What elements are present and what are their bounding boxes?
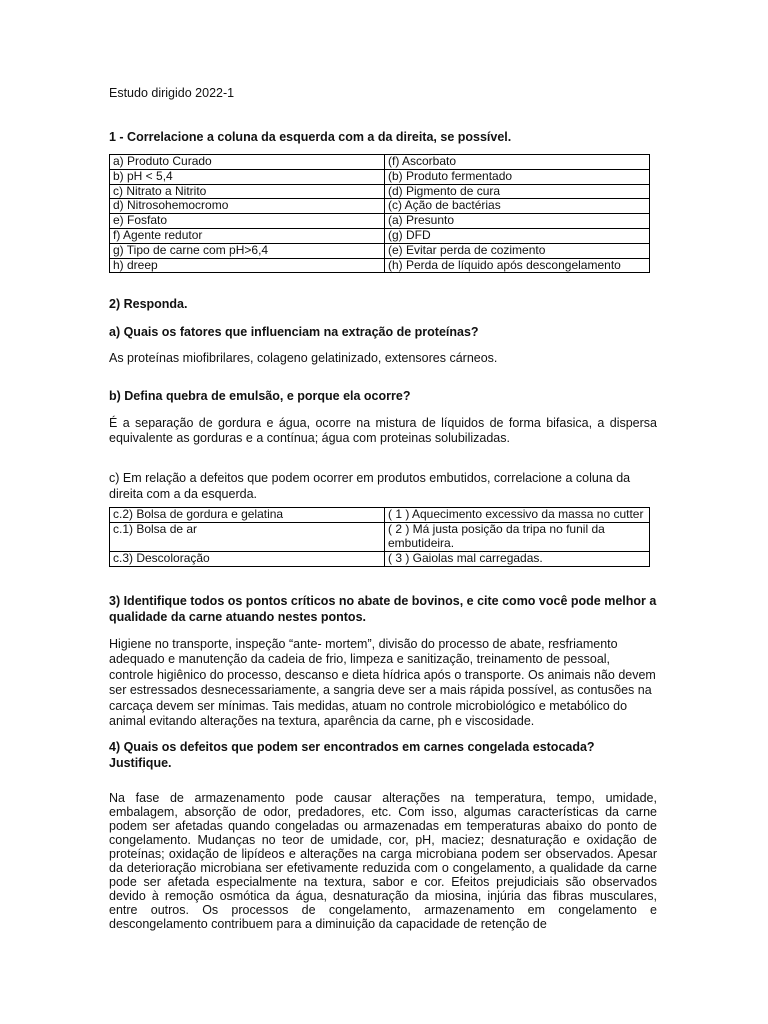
q1-table-row: [110, 199, 650, 214]
q1-table-row-right-cell: (c) Ação de bactérias: [385, 199, 650, 214]
question-2a-answer: As proteínas miofibrilares, colageno gelatinizado, extensores cárneos.: [109, 351, 498, 366]
q1-table-row-left-cell: e) Fosfato: [110, 214, 385, 229]
q1-table-row-right-cell: (e) Evitar perda de cozimento: [385, 243, 650, 258]
q1-table-row-right-cell: (b) Produto fermentado: [385, 169, 650, 184]
q1-table-row: [110, 155, 650, 170]
q1-table-row-left-cell: c) Nitrato a Nitrito: [110, 184, 385, 199]
q1-table-row: [110, 169, 650, 184]
q1-table-row-left-cell: a) Produto Curado: [110, 155, 385, 170]
q2c-table-row: [110, 508, 650, 523]
question-4-answer: Na fase de armazenamento pode causar alterações na temperatura, tempo, umidade, embalagem, absorção de odor, predadores, etc. Com isso, algumas características da carne podem ser afetadas quando congeladas ou armazenadas em temperaturas abaixo do ponto de congelamento. Mudanças no teor de umidade, cor, pH, maciez; desnaturação e oxidação de proteínas; oxidação de lipídeos e alterações na carga microbiana podem ser observados. Apesar da deterioração microbiana ser efetivamente reduzida com o congelamento, a qualidade da carne pode ser afetada especialmente na textura, sabor e cor. Efeitos prejudiciais são observados devido à remoção osmótica da água, desnaturação da miosina, injúria das fibras musculares, entre outros. Os processos de congelamento, armazenamento em congelamento e descongelamento contribuem para a diminuição da capacidade de retenção de: [109, 790, 657, 932]
q2c-table-row-right-cell: ( 3 ) Gaiolas mal carregadas.: [385, 551, 650, 566]
q1-table-row-right-cell: (g) DFD: [385, 228, 650, 243]
q1-table-row: [110, 243, 650, 258]
q2c-table-row: [110, 551, 650, 566]
q1-table-row: [110, 214, 650, 229]
question-4-title: 4) Quais os defeitos que podem ser encontrados em carnes congelada estocada? Justifique.: [109, 739, 595, 770]
q2c-table-row-left-cell: c.3) Descoloração: [110, 551, 385, 566]
document-title: Estudo dirigido 2022-1: [109, 86, 235, 100]
q1-table-row-right-cell: (a) Presunto: [385, 214, 650, 229]
question-2c-title: c) Em relação a defeitos que podem ocorrer em produtos embutidos, correlacione a coluna da direita com a da esquerda.: [109, 471, 631, 502]
q1-table-row: [110, 184, 650, 199]
q1-table-row: [110, 228, 650, 243]
q2c-table-row-left-cell: c.2) Bolsa de gordura e gelatina: [110, 508, 385, 523]
question-2-title: 2) Responda.: [109, 297, 188, 312]
question-2b-title: b) Defina quebra de emulsão, e porque ela ocorre?: [109, 389, 411, 404]
question-2a-title: a) Quais os fatores que influenciam na extração de proteínas?: [109, 325, 479, 340]
document-page: [109, 86, 657, 932]
question-1-title: [109, 129, 657, 145]
question-1-table: [109, 154, 650, 273]
question-1-number: 1: [109, 130, 116, 144]
q2c-table-row: [110, 523, 650, 552]
q1-table-row: [110, 258, 650, 273]
q1-table-row-right-cell: (f) Ascorbato: [385, 155, 650, 170]
q1-table-row-left-cell: d) Nitrosohemocromo: [110, 199, 385, 214]
q2c-table-row-right-cell: ( 2 ) Má justa posição da tripa no funil da embutideira.: [385, 523, 650, 552]
q1-table-row-right-cell: (h) Perda de líquido após descongelamento: [385, 258, 650, 273]
question-2c-table: [109, 507, 650, 566]
question-2b-answer: É a separação de gordura e água, ocorre na mistura de líquidos de forma bifasica, a dispersa equivalente as gorduras e a contínua; água com proteinas solubilizadas.: [109, 416, 657, 446]
question-1-text: - Correlacione a coluna da esquerda com a da direita, se possível.: [115, 130, 512, 144]
q2c-table-row-right-cell: ( 1 ) Aquecimento excessivo da massa no cutter: [385, 508, 650, 523]
q1-table-row-left-cell: g) Tipo de carne com pH>6,4: [110, 243, 385, 258]
q1-table-row-left-cell: f) Agente redutor: [110, 228, 385, 243]
q1-table-row-right-cell: (d) Pigmento de cura: [385, 184, 650, 199]
q1-table-row-left-cell: b) pH < 5,4: [110, 169, 385, 184]
q1-table-row-left-cell: h) dreep: [110, 258, 385, 273]
q2c-table-row-left-cell: c.1) Bolsa de ar: [110, 523, 385, 552]
question-3-title: 3) Identifique todos os pontos críticos no abate de bovinos, e cite como você pode melhor a qualidade da carne atuando nestes pontos.: [109, 593, 657, 624]
question-3-answer: Higiene no transporte, inspeção “ante- mortem”, divisão do processo de abate, resfriamento adequado e manutenção da cadeia de frio, limpeza e sanitização, treinamento de pessoal, controle higiênico do processo, descanso e dieta hídrica após o transporte. Os animais não devem ser estressados desnecessariamente, a sangria deve ser a mais rápida possível, as contusões na carcaça devem ser mínimas. Tais medidas, atuam no controle microbiológico e metabólico do animal evitando alterações na textura, aparência da carne, ph e viscosidade.: [109, 636, 656, 729]
